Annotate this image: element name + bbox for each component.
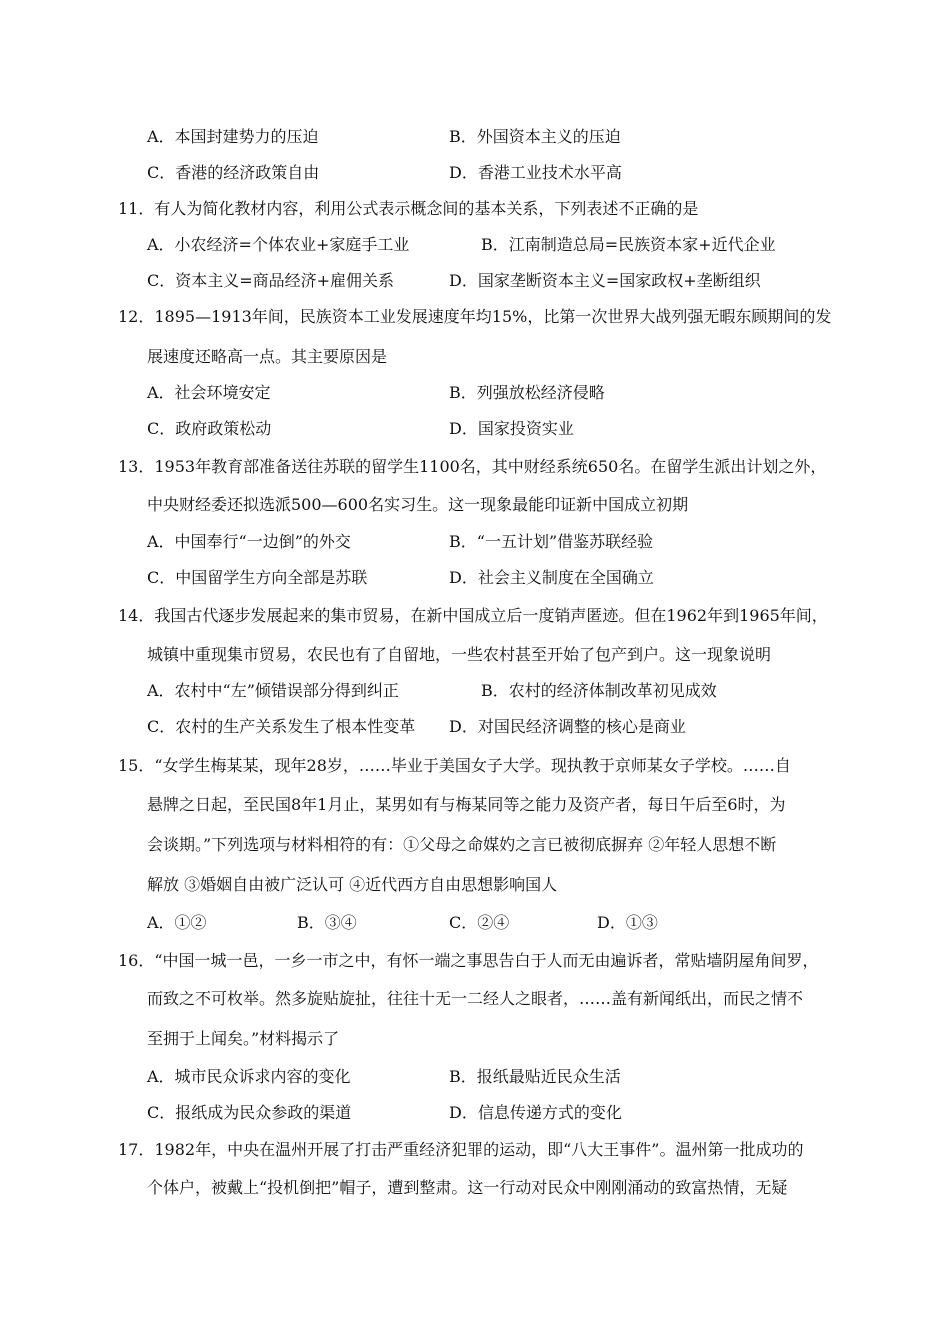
q12-option-d: D．国家投资实业: [449, 419, 574, 438]
q11-option-d: D．国家垄断资本主义=国家政权+垄断组织: [449, 271, 761, 290]
q16-stem-line-1: 16．“中国一城一邑，一乡一市之中，有怀一端之事思告白于人而无由遍诉者，常贴墙阴屋角间罗，: [118, 951, 819, 970]
q11-stem-line-1: 11．有人为简化教材内容，利用公式表示概念间的基本关系，下列表述不正确的是: [118, 199, 699, 218]
q13-option-c: C．中国留学生方向全部是苏联: [147, 568, 368, 587]
q14-stem-line-2: 城镇中重现集市贸易，农民也有了自留地，一些农村甚至开始了包产到户。这一现象说明: [147, 645, 772, 664]
q12-option-b: B．列强放松经济侵略: [449, 383, 605, 402]
q10-option-b: B．外国资本主义的压迫: [449, 127, 621, 146]
q12-stem-line-2: 展速度还略高一点。其主要原因是: [147, 347, 388, 366]
q15-option-b: B．③④: [297, 913, 357, 932]
q10-option-a: A．本国封建势力的压迫: [147, 127, 319, 146]
q13-option-b: B．“一五计划”借鉴苏联经验: [449, 532, 654, 551]
q16-option-a: A．城市民众诉求内容的变化: [147, 1067, 351, 1086]
q13-stem-line-1: 13．1953年教育部准备送往苏联的留学生1100名，其中财经系统650名。在留学生派出计划之外，: [118, 457, 827, 476]
q12-option-c: C．政府政策松动: [147, 419, 272, 438]
q15-stem-line-3: 会谈期。”下列选项与材料相符的有：①父母之命媒妁之言已被彻底摒弃 ②年轻人思想不断: [147, 835, 777, 854]
q15-option-c: C．②④: [449, 913, 510, 932]
q15-stem-line-2: 悬牌之日起，至民国8年1月止，某男如有与梅某同等之能力及资产者，每日午后至6时，为: [147, 795, 786, 814]
q17-stem-line-1: 17．1982年，中央在温州开展了打击严重经济犯罪的运动，即“八大王事件”。温州第一批成功的: [118, 1140, 804, 1159]
q12-option-a: A．社会环境安定: [147, 383, 271, 402]
q13-option-a: A．中国奉行“一边倒”的外交: [147, 532, 351, 551]
q12-stem-line-1: 12．1895—1913年间，民族资本工业发展速度年均15%，比第一次世界大战列强无暇东顾期间的发: [118, 307, 832, 326]
q16-option-d: D．信息传递方式的变化: [449, 1103, 622, 1122]
q14-option-a: A．农村中“左”倾错误部分得到纠正: [147, 681, 399, 700]
q13-stem-line-2: 中央财经委还拟选派500—600名实习生。这一现象最能印证新中国成立初期: [147, 495, 689, 514]
q16-stem-line-3: 至拥于上闻矣。”材料揭示了: [147, 1029, 340, 1048]
q10-option-c: C．香港的经济政策自由: [147, 163, 320, 182]
q13-option-d: D．社会主义制度在全国确立: [449, 568, 654, 587]
q14-option-d: D．对国民经济调整的核心是商业: [449, 717, 686, 736]
q11-option-b: B．江南制造总局=民族资本家+近代企业: [481, 235, 776, 254]
q16-option-b: B．报纸最贴近民众生活: [449, 1067, 621, 1086]
q15-stem-line-4: 解放 ③婚姻自由被广泛认可 ④近代西方自由思想影响国人: [147, 875, 558, 894]
q15-option-d: D．①③: [597, 913, 658, 932]
q14-stem-line-1: 14．我国古代逐步发展起来的集市贸易，在新中国成立后一度销声匿迹。但在1962年到1965年间，: [118, 606, 828, 625]
q11-option-a: A．小农经济=个体农业+家庭手工业: [147, 235, 410, 254]
q14-option-c: C．农村的生产关系发生了根本性变革: [147, 717, 416, 736]
q16-option-c: C．报纸成为民众参政的渠道: [147, 1103, 352, 1122]
q17-stem-line-2: 个体户，被戴上“投机倒把”帽子，遭到整肃。这一行动对民众中刚刚涌动的致富热情，无疑: [147, 1178, 788, 1197]
q11-option-c: C．资本主义=商品经济+雇佣关系: [147, 271, 395, 290]
q15-stem-line-1: 15．“女学生梅某某，现年28岁，……毕业于美国女子大学。现执教于京师某女子学校。……自: [118, 756, 791, 775]
q10-option-d: D．香港工业技术水平高: [449, 163, 622, 182]
q15-option-a: A．①②: [147, 913, 207, 932]
q14-option-b: B．农村的经济体制改革初见成效: [481, 681, 717, 700]
q16-stem-line-2: 而致之不可枚举。然多旋贴旋扯，往往十无一二经人之眼者，……盖有新闻纸出，而民之情不: [147, 989, 804, 1008]
